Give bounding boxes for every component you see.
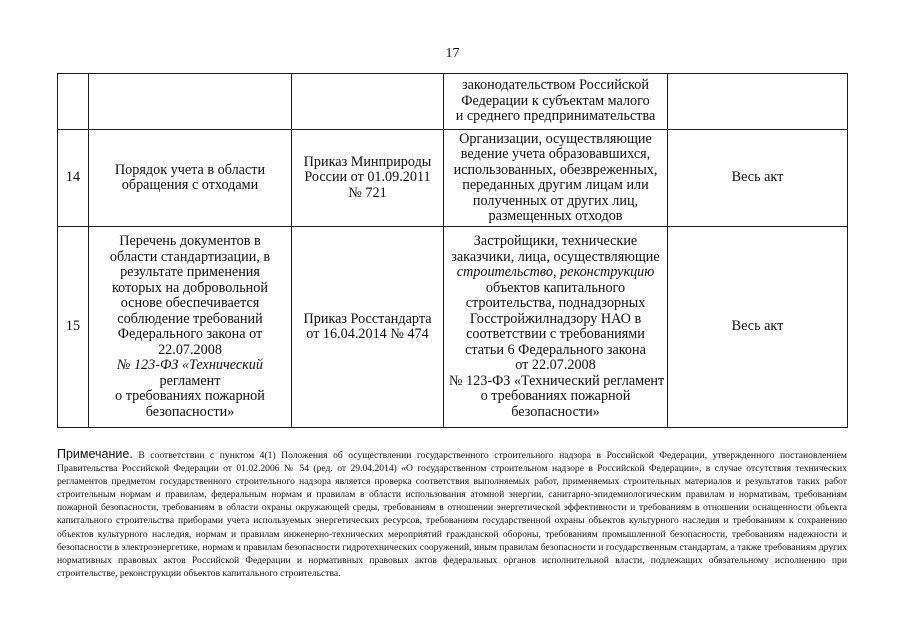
subjects-cell	[444, 130, 668, 227]
name-line: 22.07.2008	[158, 341, 222, 358]
subjects-line: Организации, осуществляющие	[459, 130, 652, 147]
requirement-name-cell	[89, 130, 292, 227]
footnote	[57, 448, 847, 580]
footnote-label: Примечание.	[57, 447, 133, 461]
document-cell	[292, 74, 444, 130]
document-cell	[292, 227, 444, 428]
subjects-cell	[444, 74, 668, 130]
acts-table	[57, 73, 848, 428]
subjects-line: законодательством Российской	[461, 77, 649, 94]
subjects-line: ведение учета образовавшихся,	[460, 146, 651, 162]
subjects-line: соответствии с требованиями	[466, 326, 645, 342]
subjects-line: от 22.07.2008	[515, 357, 596, 373]
subjects-line: Госстройжилнадзору НАО в	[469, 310, 642, 327]
scope-cell	[668, 74, 848, 130]
scope-cell: Весь акт	[668, 227, 848, 428]
name-line: результате применения	[120, 264, 260, 280]
subjects-line: заказчики, лица, осуществляющие	[451, 248, 660, 265]
document-line: № 721	[348, 184, 387, 201]
subjects-line: безопасности»	[511, 403, 600, 420]
name-line: обращения с отходами	[121, 177, 259, 193]
table-row	[58, 227, 848, 428]
subjects-line: размещенных отходов	[488, 208, 623, 224]
document-line: Приказ Росстандарта	[303, 310, 432, 327]
name-line: Федерального закона от	[117, 326, 263, 342]
name-line: которых на добровольной	[112, 279, 268, 296]
name-line: Перечень документов в	[119, 233, 261, 249]
subjects-line: переданных другим лицам или	[462, 177, 649, 193]
table-row-continuation	[58, 74, 848, 130]
name-line: Порядок учета в области	[114, 161, 266, 178]
subjects-line: строительство, реконструкцию	[456, 264, 655, 280]
document-line: России от 01.09.2011	[304, 169, 431, 186]
row-number-cell: 14	[58, 130, 89, 227]
subjects-line: статьи 6 Федерального закона	[465, 341, 646, 358]
subjects-line: объектов капитального	[485, 279, 626, 296]
requirement-name-cell	[89, 74, 292, 130]
footnote-text: В соответствии с пунктом 4(1) Положения об осуществлении государственного строительного надзора в Российской Федерации, утвержденного постановлением Правительства Российской Федерации от 01.02.2006 № 54 (ред. от 29.04.2014) «О государственном строительном надзоре в Российской Федерации», в случае отсутствия технических регламентов предметом государственного строительного надзора является проверка соответствия выполняемых работ, применяемых строительных материалов и результатов таких работ строительным нормам и правилам, федеральным нормам и правилам в области использования атомной энергии, санитарно-эпидемиологическим правилам и нормативам, требованиям пожарной безопасности, требованиям в области охраны окружающей среды, требованиям в отношении энергетической эффективности и требованиям в отношении оснащенности объекта капитального строительства приборами учета используемых энергетических ресурсов, требованиям государственной охраны объектов культурного наследия и требованиям к сохранению объектов культурного наследия, нормам и правилам инженерно-технических мероприятий гражданской обороны, требованиям промышленной безопасности, требованиям надежности и безопасности в электроэнергетике, нормам и правилам безопасности гидротехнических сооружений, иным правилам безопасности и государственным стандартам, а также требованиям других нормативных правовых актов Российской Федерации и нормативных правовых актов федеральных органов исполнительной власти, подлежащих обязательному исполнению при строительстве, реконструкции объектов капитального строительства.	[57, 450, 847, 579]
subjects-line: полученных от других лиц,	[472, 192, 639, 209]
subjects-line: и среднего предпринимательства	[455, 108, 656, 125]
scope-cell: Весь акт	[668, 130, 848, 227]
name-line: о требованиях пожарной	[115, 388, 265, 404]
document-cell	[292, 130, 444, 227]
subjects-line: о требованиях пожарной	[480, 388, 631, 404]
requirement-name-cell	[89, 227, 292, 428]
name-line: безопасности»	[145, 403, 235, 420]
subjects-line: № 123-ФЗ «Технический регламент	[449, 372, 665, 389]
name-line: регламент	[159, 372, 221, 389]
subjects-line: использованных, обезвреженных,	[453, 161, 658, 178]
name-line: № 123-ФЗ «Технический	[117, 357, 263, 373]
document-line: Приказ Минприроды	[303, 153, 432, 170]
name-line: соблюдение требований	[117, 310, 263, 327]
name-line: основе обеспечивается	[120, 295, 260, 311]
page-number: 17	[445, 46, 460, 61]
document-line: от 16.04.2014 № 474	[306, 326, 429, 342]
subjects-line: строительства, поднадзорных	[465, 295, 646, 311]
subjects-line: Застройщики, технические	[473, 233, 638, 249]
name-line: области стандартизации, в	[109, 248, 271, 265]
row-number-cell: 15	[58, 227, 89, 428]
row-number-cell	[58, 74, 89, 130]
subjects-line: Федерации к субъектам малого	[461, 92, 650, 109]
table-row	[58, 130, 848, 227]
subjects-cell	[444, 227, 668, 428]
